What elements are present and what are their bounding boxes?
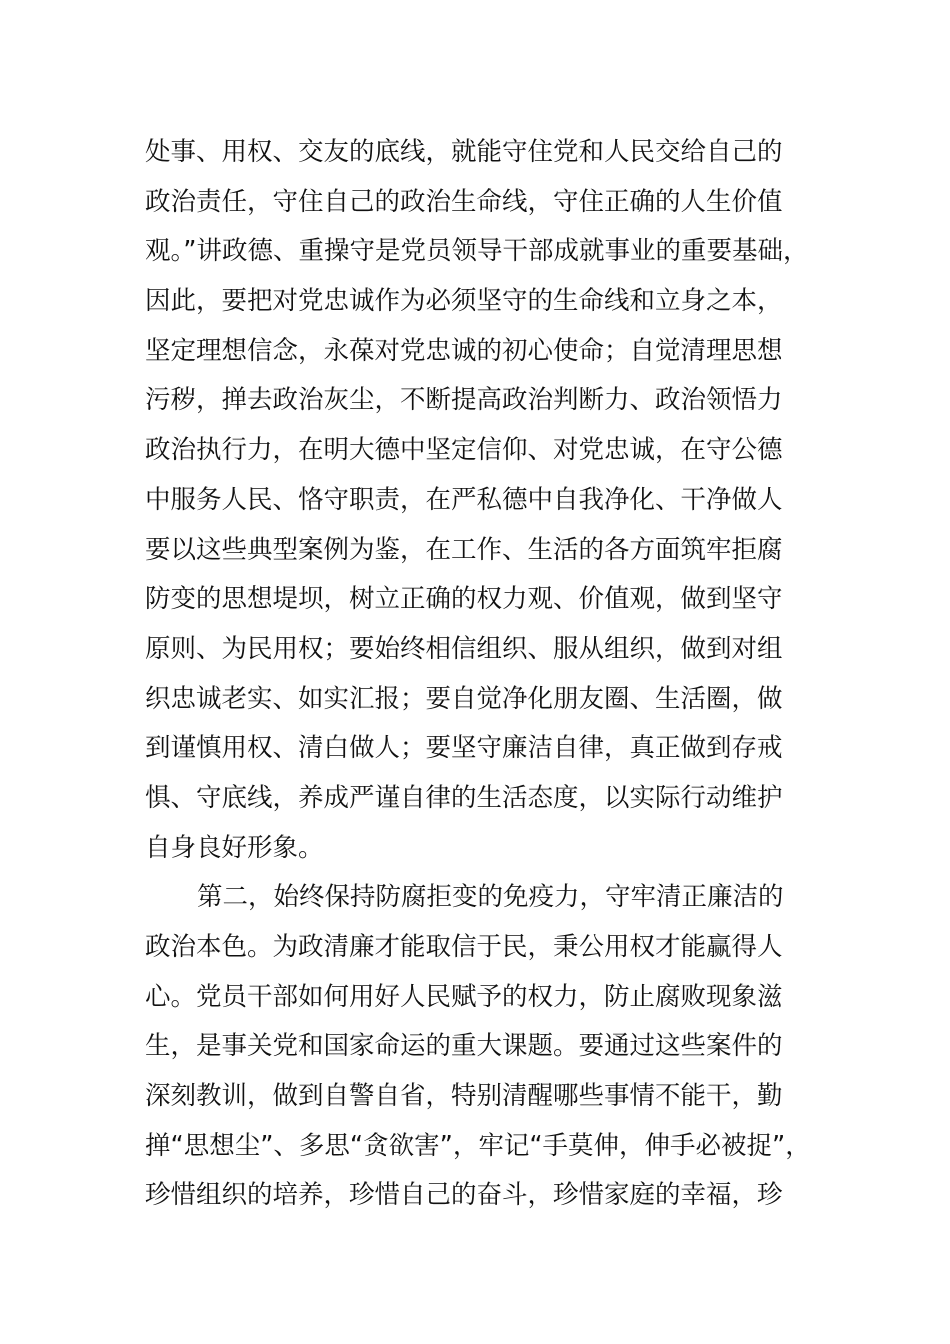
text-line: 污秽，掸去政治灰尘，不断提高政治判断力、政治领悟力 [145, 385, 783, 416]
text-line: 政治本色。为政清廉才能取信于民，秉公用权才能赢得人 [145, 932, 783, 962]
text-line: 政治责任，守住自己的政治生命线，守住正确的人生价值 [145, 186, 783, 217]
text-line: 处事、用权、交友的底线，就能守住党和人民交给自己的 [145, 137, 783, 167]
text-line: 珍惜组织的培养，珍惜自己的奋斗，珍惜家庭的幸福，珍 [145, 1180, 783, 1211]
text-line: 到谨慎用权、清白做人；要坚守廉洁自律，真正做到存戒 [145, 733, 783, 764]
text-line: 中服务人民、恪守职责，在严私德中自我净化、干净做人 [145, 484, 783, 515]
text-line: 观。”讲政德、重操守是党员领导干部成就事业的重要基础， [145, 236, 809, 267]
text-line: 深刻教训，做到自警自省，特别清醒哪些事情不能干，勤 [145, 1081, 783, 1112]
text-line: 坚定理想信念，永葆对党忠诚的初心使命；自觉清理思想 [145, 335, 783, 366]
text-line: 因此，要把对党忠诚作为必须坚守的生命线和立身之本， [145, 286, 783, 317]
text-line: 自身良好形象。 [145, 832, 324, 863]
text-line: 织忠诚老实、如实汇报；要自觉净化朋友圈、生活圈，做 [145, 683, 783, 714]
body-text [145, 128, 825, 1221]
text-line: 原则、为民用权；要始终相信组织、服从组织，做到对组 [145, 633, 783, 664]
text-line: 掸“思想尘”、多思“贪欲害”，牢记“手莫伸，伸手必被捉”， [145, 1130, 811, 1161]
text-line: 防变的思想堤坝，树立正确的权力观、价值观，做到坚守 [145, 584, 783, 615]
text-line: 政治执行力，在明大德中坚定信仰、对党忠诚，在守公德 [145, 435, 783, 466]
text-line: 心。党员干部如何用好人民赋予的权力，防止腐败现象滋 [145, 981, 783, 1012]
text-line: 要以这些典型案例为鉴，在工作、生活的各方面筑牢拒腐 [145, 534, 783, 565]
text-line: 惧、守底线，养成严谨自律的生活态度，以实际行动维护 [145, 782, 783, 813]
paragraph-start-line: 第二，始终保持防腐拒变的免疫力，守牢清正廉洁的 [197, 882, 784, 913]
text-line: 生，是事关党和国家命运的重大课题。要通过这些案件的 [145, 1031, 783, 1062]
